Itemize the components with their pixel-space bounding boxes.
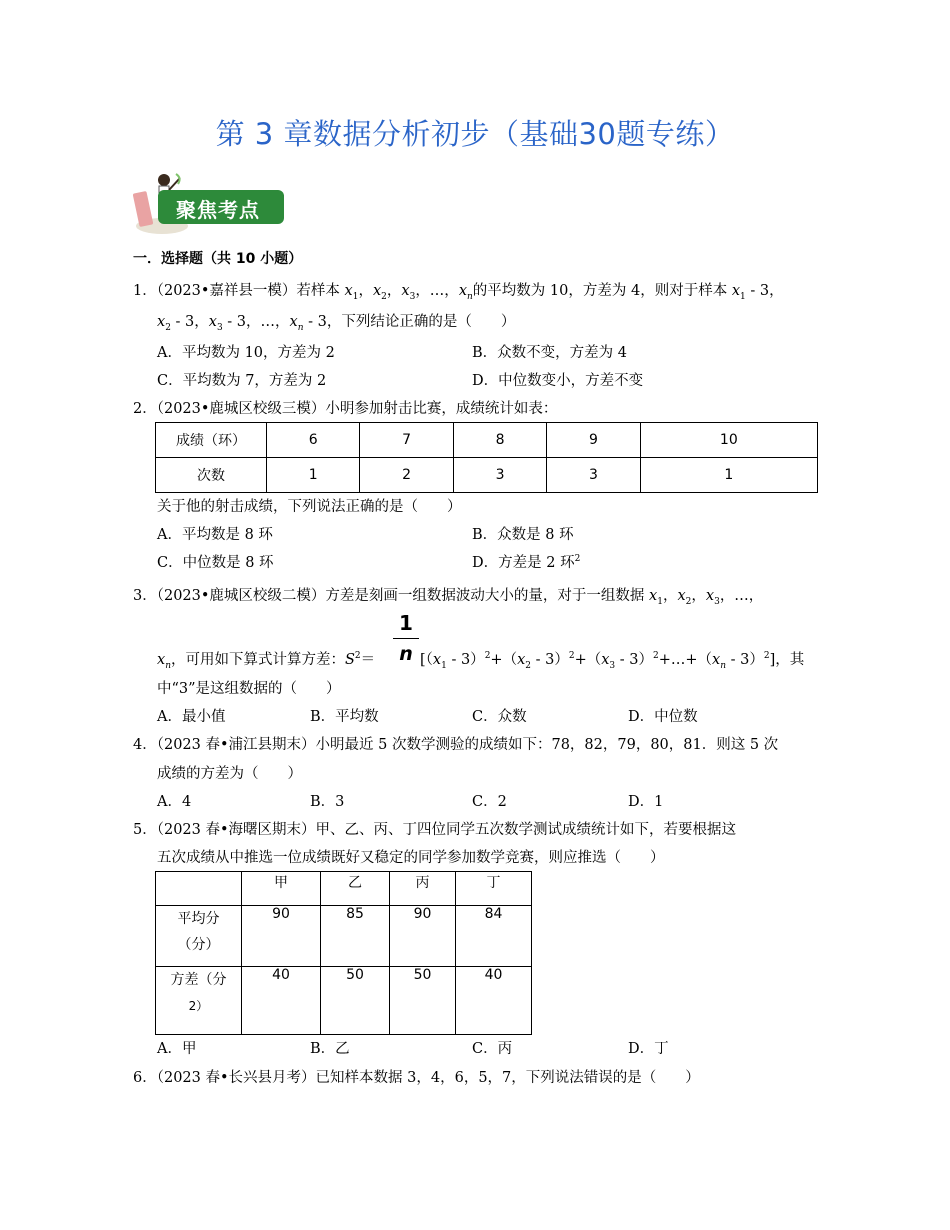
score-row-label: 成绩（环） [156,423,267,458]
q5-option-c[interactable]: C．丙 [472,1041,513,1057]
count-cell: 3 [453,458,546,493]
q4-option-a[interactable]: A．4 [157,794,192,810]
count-cell: 3 [547,458,640,493]
q1-line1: 1．（2023•嘉祥县一模）若样本 $x_1$，$x_2$，$x_3$，…，$x_n$的平均数为 10，方差为 4，则对于样本 $x_1 - 3$， [133,283,784,302]
average-label [156,906,242,967]
variance-label-2: 2） [188,999,209,1013]
header-cell: 甲 [242,872,321,906]
q1-line2: $x_2 - 3$，$x_3 - 3$，…，$x_n - 3$，下列结论正确的是（ ） [157,314,516,333]
average-label-2: （分） [177,937,220,953]
q1-option-b[interactable]: B．众数不变，方差为 4 [472,345,627,361]
focus-badge [130,170,290,236]
average-cell: 90 [242,906,321,967]
score-cell: 7 [360,423,453,458]
q3-option-b[interactable]: B．平均数 [310,709,379,725]
q5-option-d[interactable]: D．丁 [628,1041,669,1057]
fraction-numerator: 1 [399,611,413,635]
q1-line1-b: 的平均数为 10，方差为 4，则对于样本 [472,283,732,299]
q2-option-c[interactable]: C．中位数是 8 环 [157,555,274,571]
q5-option-a[interactable]: A．甲 [157,1041,197,1057]
variance-cell: 40 [242,967,321,1035]
q3-line2: $x_n$，可用如下算式计算方差：$S^2=$ [157,651,376,671]
count-cell: 2 [360,458,453,493]
fraction-denominator: n [399,643,413,665]
q5-line2: 五次成绩从中推选一位成绩既好又稳定的同学参加数学竞赛，则应推选（ ） [157,850,665,866]
student-header-row [156,872,532,906]
q3-option-c[interactable]: C．众数 [472,709,527,725]
score-cell: 8 [453,423,546,458]
variance-cell: 40 [456,967,532,1035]
q4-line1: 4．（2023 春•浦江县期末）小明最近 5 次数学测验的成绩如下：78，82，79，80，81．则这 5 次 [133,737,779,753]
q3-option-d[interactable]: D．中位数 [628,709,698,725]
q2-option-d-text: D．方差是 2 环 [472,555,575,571]
q4-option-c[interactable]: C．2 [472,794,507,810]
score-cell: 10 [640,423,817,458]
q3-line1-text: 3．（2023•鹿城区校级二模）方差是刻画一组数据波动大小的量，对于一组数据 [133,588,650,604]
badge-label: 聚焦考点 [176,198,260,222]
header-cell: 丙 [390,872,456,906]
q2-after: 关于他的射击成绩，下列说法正确的是（ ） [157,499,462,515]
q1-option-c[interactable]: C．平均数为 7，方差为 2 [157,373,327,389]
count-row [156,458,818,493]
variance-label-1: 方差（分 [170,972,227,988]
q2-stem: 2．（2023•鹿城区校级三模）小明参加射击比赛，成绩统计如表： [133,401,558,417]
q3-line2-a: ，可用如下算式计算方差： [170,652,345,668]
q1-option-a[interactable]: A．平均数为 10，方差为 2 [157,345,335,361]
variance-row [156,967,532,1035]
variance-label [156,967,242,1035]
score-cell: 9 [547,423,640,458]
average-cell: 90 [390,906,456,967]
q2-option-d[interactable] [472,551,580,572]
header-cell: 乙 [321,872,390,906]
header-cell: 丁 [456,872,532,906]
count-cell: 1 [267,458,360,493]
average-cell: 85 [321,906,390,967]
q2-option-b[interactable]: B．众数是 8 环 [472,527,574,543]
q4-option-d[interactable]: D．1 [628,794,664,810]
page-title: 第 3 章数据分析初步（基础30题专练） [215,117,735,151]
count-cell: 1 [640,458,817,493]
q3-line2-end: ，其 [775,652,805,668]
average-label-1: 平均分 [177,911,220,927]
q3-line3: 中“3”是这组数据的（ ） [157,681,341,697]
q4-option-b[interactable]: B．3 [310,794,345,810]
q2-option-a[interactable]: A．平均数是 8 环 [157,527,273,543]
q5-line1: 5．（2023 春•海曙区期末）甲、乙、丙、丁四位同学五次数学测试成绩统计如下，若要根据这 [133,822,737,838]
fraction-bar [393,638,419,639]
q1-option-d[interactable]: D．中位数变小，方差不变 [472,373,644,389]
variance-cell: 50 [390,967,456,1035]
average-cell: 84 [456,906,532,967]
q2-option-d-sup: 2 [574,554,581,565]
score-row [156,423,818,458]
empty-header-cell [156,872,242,906]
q1-line2-end: ，下列结论正确的是（ ） [326,314,516,330]
q4-line2: 成绩的方差为（ ） [157,766,302,782]
average-row [156,906,532,967]
q1-line1-a: 1．（2023•嘉祥县一模）若样本 [133,283,345,299]
q3-option-a[interactable]: A．最小值 [157,709,226,725]
section-heading: 一．选择题（共 10 小题） [133,251,303,267]
variance-cell: 50 [321,967,390,1035]
q5-option-b[interactable]: B．乙 [310,1041,350,1057]
score-table [155,422,818,493]
q6-line1: 6．（2023 春•长兴县月考）已知样本数据 3，4，6，5，7，下列说法错误的是（ ） [133,1070,700,1086]
score-cell: 6 [267,423,360,458]
q3-formula: [$(x_1 - 3)^2+(x_2 - 3)^2+(x_3$ - $3)^2+\dots+(x_n - 3)^2$]，其 [420,651,805,671]
student-table [155,871,532,1035]
q3-line1: 3．（2023•鹿城区校级二模）方差是刻画一组数据波动大小的量，对于一组数据 $x_1$，$x_2$，$x_3$，…， [133,588,764,607]
count-row-label: 次数 [156,458,267,493]
